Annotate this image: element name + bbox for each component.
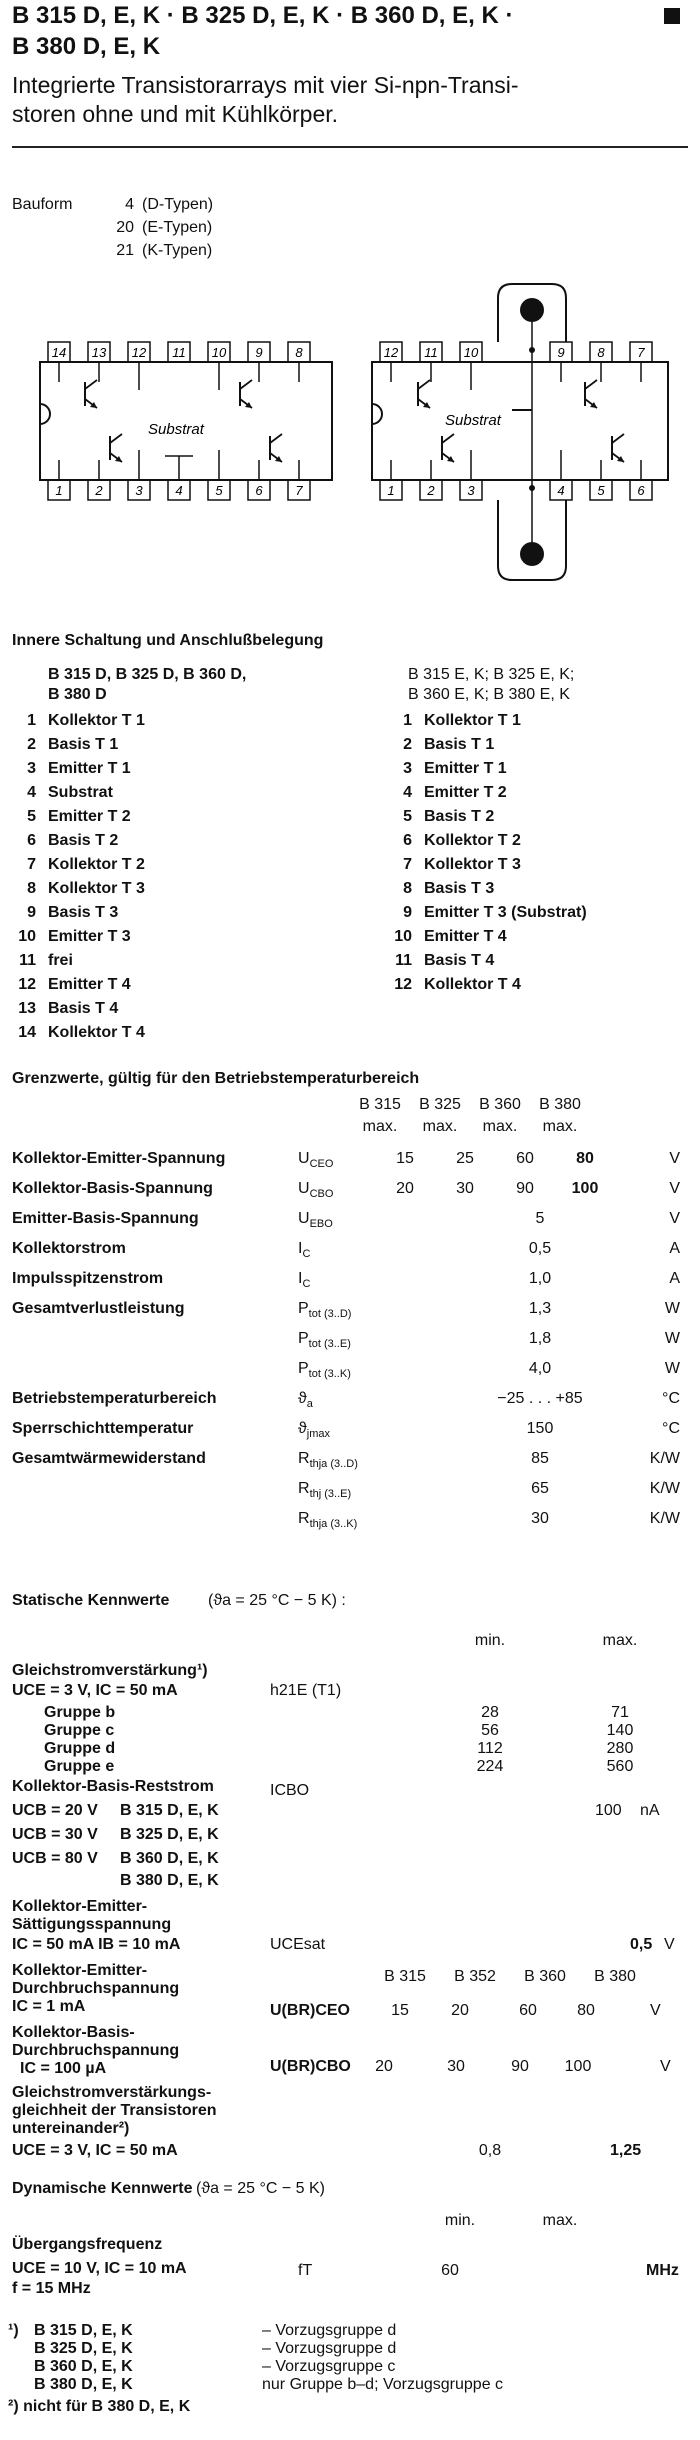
pinout-heading: Innere Schaltung und Anschlußbelegung	[12, 632, 324, 649]
bauform-num: 20	[116, 219, 134, 236]
pin-label: 1	[55, 483, 63, 498]
bd-ce-cond: IC = 1 mA	[12, 1998, 86, 2015]
limit-symbol	[298, 1450, 358, 1470]
pin-function: Kollektor T 2	[48, 856, 145, 873]
ft-symbol: fT	[298, 2262, 313, 2279]
pin-number: 10	[394, 928, 412, 945]
pin-function: frei	[48, 952, 73, 969]
eq-label: Gleichstromverstärkungs-	[12, 2084, 212, 2101]
pin-function: Emitter T 2	[48, 808, 131, 825]
pin-label: 3	[135, 483, 143, 498]
pin-function: Emitter T 3	[48, 928, 131, 945]
gain-group: Gruppe c	[44, 1722, 115, 1739]
pin-function: Basis T 4	[424, 952, 495, 969]
limit-symbol-sub: thja (3..D)	[309, 1458, 358, 1471]
bauform-num: 4	[125, 196, 134, 213]
pin-number: 1	[27, 712, 36, 729]
dynamic-min-label: min.	[444, 2212, 476, 2229]
pinout-left-title: B 315 D, B 325 D, B 360 D,	[48, 666, 247, 683]
icbo-cond: UCB = 20 V	[12, 1802, 98, 1819]
pin-number: 12	[18, 976, 36, 993]
limits-col-max: max.	[482, 1118, 518, 1135]
limit-unit: °C	[662, 1420, 680, 1437]
limit-label: Betriebstemperaturbereich	[12, 1390, 217, 1407]
bd-cb-label: Kollektor-Basis-	[12, 2024, 135, 2041]
gain-group: Gruppe d	[44, 1740, 116, 1757]
icbo-types: B 380 D, E, K	[120, 1872, 219, 1889]
sat-value: 0,5	[630, 1936, 653, 1953]
limits-col-max: max.	[362, 1118, 398, 1135]
bd-cb-value: 30	[447, 2058, 465, 2075]
gain-max: 71	[611, 1704, 629, 1721]
limit-value: 4,0	[528, 1360, 552, 1377]
pin-function: Substrat	[48, 784, 113, 801]
limit-symbol	[298, 1360, 351, 1380]
pin-number: 10	[18, 928, 36, 945]
gain-max: 280	[606, 1740, 634, 1757]
bauform-text: (E-Typen)	[142, 219, 213, 236]
icbo-types: B 325 D, E, K	[120, 1826, 219, 1843]
pin-label: 10	[211, 345, 227, 360]
right-bottom-pins	[380, 480, 652, 500]
limit-unit: K/W	[649, 1510, 680, 1527]
limit-value: 90	[516, 1180, 534, 1197]
pin-label: 9	[557, 345, 565, 360]
bd-label: Durchbruchspannung	[12, 1980, 180, 1997]
limit-value: 1,3	[528, 1300, 552, 1317]
limit-symbol-sub: jmax	[306, 1428, 330, 1441]
limit-symbol-sub: CEO	[309, 1158, 334, 1171]
limit-label: Sperrschichttemperatur	[12, 1420, 194, 1437]
subtitle-line-1: Integrierte Transistorarrays mit vier Si-npn-Transi-	[12, 72, 519, 98]
limit-symbol-base: I	[298, 1270, 303, 1287]
pin-function: Emitter T 4	[48, 976, 131, 993]
pin-number: 12	[394, 976, 412, 993]
title-line-1: B 315 D, E, K · B 325 D, E, K · B 360 D, E, K ·	[12, 2, 514, 29]
sat-symbol: UCEsat	[270, 1936, 326, 1953]
pin-label: 2	[95, 483, 103, 498]
limit-symbol-sub: a	[306, 1398, 313, 1411]
icbo-types: B 360 D, E, K	[120, 1850, 219, 1867]
limit-label: Kollektor-Basis-Spannung	[12, 1180, 213, 1197]
limit-value: 100	[571, 1180, 599, 1197]
pin-function: Kollektor T 3	[48, 880, 145, 897]
pin-label: 1	[387, 483, 395, 498]
limit-value: 15	[396, 1150, 414, 1167]
limits-col-type: B 380	[539, 1096, 581, 1113]
limit-symbol-base: U	[298, 1210, 310, 1227]
pin-number: 3	[27, 760, 36, 777]
pin-number: 7	[27, 856, 36, 873]
eq-label: untereinander²)	[12, 2120, 130, 2137]
ft-unit: MHz	[646, 2262, 679, 2279]
limit-symbol	[298, 1480, 351, 1500]
pin-label: 14	[51, 345, 67, 360]
static-heading: Statische Kennwerte	[12, 1592, 170, 1609]
pin-number: 6	[27, 832, 36, 849]
limit-symbol-base: P	[298, 1330, 309, 1347]
limit-value: 80	[576, 1150, 594, 1167]
right-package-with-heatsink	[372, 284, 668, 580]
pin-label: 6	[637, 483, 645, 498]
limit-value: 1,8	[528, 1330, 552, 1347]
bd-cb-unit: V	[660, 2058, 671, 2075]
limit-unit: W	[664, 1330, 680, 1347]
pin-number: 8	[403, 880, 412, 897]
limit-unit: °C	[662, 1390, 680, 1407]
pin-label: 8	[295, 345, 303, 360]
sat-label: Kollektor-Emitter-	[12, 1898, 148, 1915]
bd-cb-cond: IC = 100 µA	[20, 2060, 107, 2077]
limit-symbol	[298, 1330, 351, 1350]
title-line-2: B 380 D, E, K	[12, 33, 161, 60]
limits-col-max: max.	[542, 1118, 578, 1135]
limit-label: Gesamtverlustleistung	[12, 1300, 185, 1317]
icbo-value: 100	[595, 1802, 622, 1819]
pin-label: 4	[557, 483, 565, 498]
sat-cond: IC = 50 mA IB = 10 mA	[12, 1936, 181, 1953]
pin-label: 11	[424, 345, 438, 360]
limit-value: 150	[526, 1420, 554, 1437]
icbo-cond: UCB = 80 V	[12, 1850, 98, 1867]
right-top-pins	[380, 342, 652, 362]
limit-unit: V	[669, 1210, 680, 1227]
footnote-type: B 360 D, E, K	[34, 2358, 133, 2375]
pin-function: Kollektor T 3	[424, 856, 521, 873]
pinout-left-list	[12, 712, 352, 1048]
limit-symbol-sub: tot (3..E)	[308, 1338, 351, 1351]
bauform-text: (K-Typen)	[142, 242, 213, 259]
bd-cb-symbol: U(BR)CBO	[270, 2058, 351, 2075]
bd-cb-value: 20	[375, 2058, 393, 2075]
limit-symbol	[298, 1210, 333, 1230]
limit-value: 30	[456, 1180, 474, 1197]
limit-label: Kollektor-Emitter-Spannung	[12, 1150, 226, 1167]
pin-number: 5	[27, 808, 36, 825]
gain-symbol: h21E (T1)	[270, 1682, 342, 1699]
pin-number: 4	[27, 784, 36, 801]
limit-unit: A	[669, 1240, 680, 1257]
ft-cond: UCE = 10 V, IC = 10 mA	[12, 2260, 187, 2277]
limit-symbol	[298, 1150, 333, 1170]
limit-value: 20	[396, 1180, 414, 1197]
limit-symbol-sub: CBO	[309, 1188, 334, 1201]
bd-ce-symbol: U(BR)CEO	[270, 2002, 350, 2019]
dynamic-heading: Dynamische Kennwerte	[12, 2180, 193, 2197]
pin-label: 9	[255, 345, 263, 360]
pin-number: 1	[403, 712, 412, 729]
limit-symbol	[298, 1300, 351, 1320]
pin-number: 11	[395, 952, 412, 969]
gain-group: Gruppe b	[44, 1704, 116, 1721]
pin-function: Basis T 2	[48, 832, 119, 849]
package-diagrams	[0, 270, 700, 610]
pin-label: 10	[463, 345, 479, 360]
limit-unit: K/W	[649, 1480, 680, 1497]
bd-ce-unit: V	[650, 2002, 661, 2019]
limit-value: 1,0	[528, 1270, 552, 1287]
limit-unit: W	[664, 1360, 680, 1377]
pin-label: 13	[91, 345, 107, 360]
limit-symbol	[298, 1270, 310, 1290]
icbo-types: B 315 D, E, K	[120, 1802, 219, 1819]
limit-symbol-sub: EBO	[309, 1218, 333, 1231]
limit-unit: W	[664, 1300, 680, 1317]
pin-number: 4	[403, 784, 412, 801]
footnote-1-mark: ¹)	[8, 2322, 19, 2339]
limits-col-type: B 325	[419, 1096, 461, 1113]
pin-label: 6	[255, 483, 263, 498]
limit-symbol-base: R	[298, 1510, 310, 1527]
substrat-label: Substrat	[445, 412, 501, 429]
pin-label: 4	[175, 483, 183, 498]
footnote-2: ²) nicht für B 380 D, E, K	[8, 2398, 191, 2415]
icbo-symbol: ICBO	[270, 1782, 310, 1799]
heatsink-hole-icon	[520, 542, 544, 566]
footnote-desc: nur Gruppe b–d; Vorzugsgruppe c	[262, 2376, 504, 2393]
limit-symbol	[298, 1240, 310, 1260]
pin-function: Emitter T 3 (Substrat)	[424, 904, 587, 921]
limits-col-type: B 360	[479, 1096, 521, 1113]
footnote-type: B 380 D, E, K	[34, 2376, 133, 2393]
pin-function: Basis T 1	[48, 736, 119, 753]
pin-function: Emitter T 4	[424, 928, 507, 945]
eq-label: gleichheit der Transistoren	[12, 2102, 217, 2119]
pin-label: 12	[131, 345, 147, 360]
left-dip14-package	[40, 342, 332, 500]
pin-label: 7	[295, 483, 303, 498]
static-cond: (ϑa = 25 °C − 5 K) :	[208, 1592, 346, 1609]
heatsink-hole-icon	[520, 298, 544, 322]
pin-number: 9	[403, 904, 412, 921]
pin-number: 2	[403, 736, 412, 753]
ft-value: 60	[441, 2262, 459, 2279]
bd-ce-value: 60	[519, 2002, 537, 2019]
bd-ce-value: 20	[451, 2002, 469, 2019]
limit-value: 85	[531, 1450, 549, 1467]
pin-function: Emitter T 1	[424, 760, 507, 777]
pin-label: 7	[637, 345, 645, 360]
limit-label: Gesamtwärmewiderstand	[12, 1450, 206, 1467]
pin-number: 3	[403, 760, 412, 777]
gain-group: Gruppe e	[44, 1758, 115, 1775]
pin-label: 8	[597, 345, 605, 360]
limit-symbol-sub: thj (3..E)	[309, 1488, 352, 1501]
limit-symbol-sub: tot (3..K)	[308, 1368, 351, 1381]
icbo-cond: UCB = 30 V	[12, 1826, 98, 1843]
subtitle-line-2: storen ohne und mit Kühlkörper.	[12, 101, 339, 127]
pin-label: 3	[467, 483, 475, 498]
limit-symbol-base: P	[298, 1360, 309, 1377]
icbo-unit: nA	[640, 1802, 660, 1819]
limit-symbol-sub: C	[302, 1278, 311, 1291]
limit-symbol-sub: thja (3..K)	[309, 1518, 358, 1531]
limit-symbol	[298, 1420, 330, 1440]
limit-label: Emitter-Basis-Spannung	[12, 1210, 199, 1227]
gain-label: Gleichstromverstärkung¹)	[12, 1662, 208, 1679]
pin-function: Emitter T 1	[48, 760, 131, 777]
footnote-type: B 325 D, E, K	[34, 2340, 133, 2357]
limit-label: Kollektorstrom	[12, 1240, 126, 1257]
bd-type: B 315	[384, 1968, 426, 1985]
limit-symbol-base: ϑ	[298, 1390, 307, 1407]
limit-value: −25 . . . +85	[497, 1390, 583, 1407]
pin-label: 5	[597, 483, 605, 498]
limit-value: 30	[531, 1510, 549, 1527]
bd-type: B 352	[454, 1968, 496, 1985]
pin-number: 11	[19, 952, 36, 969]
limit-symbol-base: R	[298, 1450, 310, 1467]
footnote-desc: – Vorzugsgruppe c	[262, 2358, 396, 2375]
sat-label: Sättigungsspannung	[12, 1916, 172, 1933]
limit-value: 25	[456, 1150, 474, 1167]
limit-value: 0,5	[528, 1240, 552, 1257]
gain-min: 28	[481, 1704, 499, 1721]
substrat-label: Substrat	[148, 421, 204, 438]
pin-label: 11	[172, 345, 186, 360]
pin-function: Kollektor T 2	[424, 832, 521, 849]
pin-function: Basis T 3	[424, 880, 495, 897]
limit-unit: A	[669, 1270, 680, 1287]
gain-min: 56	[481, 1722, 499, 1739]
pin-label: 2	[427, 483, 435, 498]
limit-value: 5	[535, 1210, 545, 1227]
limit-symbol-base: R	[298, 1480, 310, 1497]
pin-function: Emitter T 2	[424, 784, 507, 801]
icbo-label: Kollektor-Basis-Reststrom	[12, 1778, 214, 1795]
limit-symbol-sub: tot (3..D)	[308, 1308, 352, 1321]
limits-heading: Grenzwerte, gültig für den Betriebstemperaturbereich	[12, 1070, 420, 1087]
pin-number: 14	[18, 1024, 36, 1041]
limit-symbol-base: U	[298, 1180, 310, 1197]
gain-min: 112	[477, 1740, 503, 1757]
pinout-left-title: B 380 D	[48, 686, 107, 703]
pin-number: 5	[403, 808, 412, 825]
footnote-desc: – Vorzugsgruppe d	[262, 2340, 397, 2357]
static-max-label: max.	[602, 1632, 638, 1649]
limit-value: 60	[516, 1150, 534, 1167]
black-square-marker	[664, 8, 680, 24]
gain-cond: UCE = 3 V, IC = 50 mA	[12, 1682, 178, 1699]
eq-min: 0,8	[478, 2142, 502, 2159]
bauform-text: (D-Typen)	[142, 196, 214, 213]
limits-table	[0, 1150, 700, 1650]
limit-symbol-base: ϑ	[298, 1420, 307, 1437]
limit-symbol	[298, 1510, 357, 1530]
pin-label: 5	[215, 483, 223, 498]
limit-symbol-base: P	[298, 1300, 309, 1317]
sat-unit: V	[664, 1936, 675, 1953]
gain-max: 560	[606, 1758, 634, 1775]
limit-symbol-sub: C	[302, 1248, 311, 1261]
limits-col-type: B 315	[359, 1096, 401, 1113]
footnote-type: B 315 D, E, K	[34, 2322, 133, 2339]
pin-number: 2	[27, 736, 36, 753]
pin-number: 8	[27, 880, 36, 897]
limit-unit: V	[669, 1180, 680, 1197]
pinout-right-list	[388, 712, 688, 1000]
limits-col-max: max.	[422, 1118, 458, 1135]
gain-min: 224	[476, 1758, 504, 1775]
limit-value: 65	[531, 1480, 549, 1497]
footnote-desc: – Vorzugsgruppe d	[262, 2322, 397, 2339]
limit-label: Impulsspitzenstrom	[12, 1270, 164, 1287]
bd-type: B 380	[594, 1968, 636, 1985]
limit-symbol-base: U	[298, 1150, 310, 1167]
static-min-label: min.	[474, 1632, 506, 1649]
pin-function: Basis T 3	[48, 904, 119, 921]
header-rule	[12, 146, 688, 148]
ft-label: Übergangsfrequenz	[12, 2236, 163, 2253]
bauform-label: Bauform	[12, 196, 73, 213]
limit-symbol	[298, 1180, 333, 1200]
pin-number: 6	[403, 832, 412, 849]
bd-cb-value: 90	[511, 2058, 529, 2075]
bd-ce-value: 15	[391, 2002, 409, 2019]
pin-function: Basis T 2	[424, 808, 495, 825]
limit-symbol	[298, 1390, 313, 1410]
pin-label: 12	[383, 345, 399, 360]
pinout-right-title: B 360 E, K; B 380 E, K	[408, 686, 570, 703]
pin-function: Kollektor T 4	[48, 1024, 145, 1041]
pinout-right-title: B 315 E, K; B 325 E, K;	[408, 666, 575, 683]
pin-function: Basis T 1	[424, 736, 495, 753]
bd-ce-value: 80	[577, 2002, 595, 2019]
eq-cond: UCE = 3 V, IC = 50 mA	[12, 2142, 178, 2159]
dynamic-max-label: max.	[542, 2212, 578, 2229]
pin-number: 9	[27, 904, 36, 921]
ft-freq: f = 15 MHz	[12, 2280, 91, 2297]
limit-symbol-base: I	[298, 1240, 303, 1257]
bd-cb-value: 100	[564, 2058, 592, 2075]
pin-function: Kollektor T 1	[48, 712, 145, 729]
dynamic-cond: (ϑa = 25 °C − 5 K)	[196, 2180, 325, 2197]
pin-function: Kollektor T 4	[424, 976, 521, 993]
pin-function: Kollektor T 1	[424, 712, 521, 729]
limit-unit: V	[669, 1150, 680, 1167]
bd-label: Kollektor-Emitter-	[12, 1962, 148, 1979]
bauform-num: 21	[116, 242, 134, 259]
limit-unit: K/W	[649, 1450, 680, 1467]
pin-number: 13	[18, 1000, 36, 1017]
bd-type: B 360	[524, 1968, 566, 1985]
pin-function: Basis T 4	[48, 1000, 119, 1017]
pin-number: 7	[403, 856, 412, 873]
gain-max: 140	[606, 1722, 634, 1739]
eq-max: 1,25	[610, 2142, 642, 2159]
bd-cb-label: Durchbruchspannung	[12, 2042, 180, 2059]
